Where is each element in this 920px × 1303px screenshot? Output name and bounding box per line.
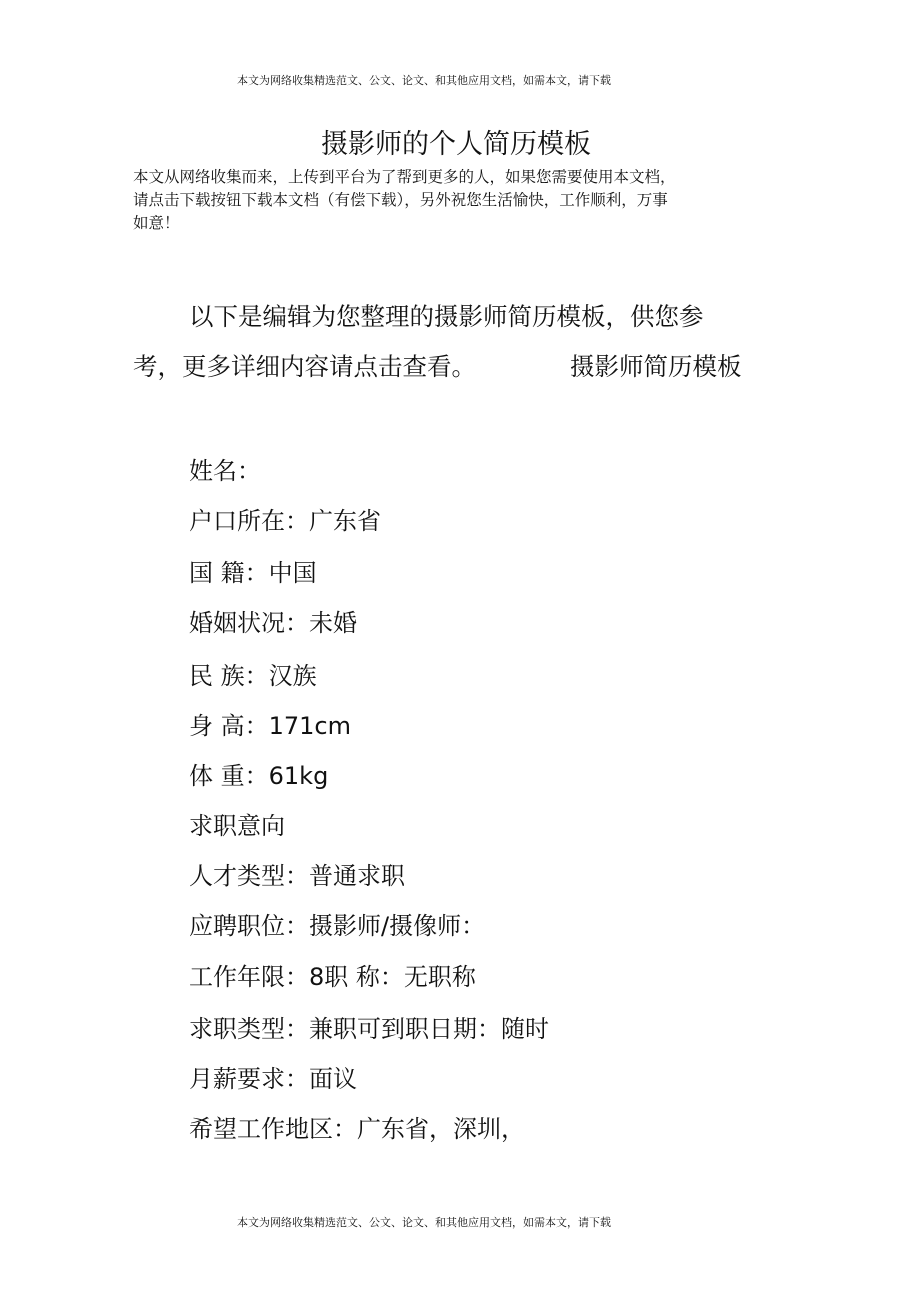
field-height: 身 高：171cm — [189, 712, 352, 740]
field-name: 姓名： — [189, 457, 261, 485]
lead-line-1: 以下是编辑为您整理的摄影师简历模板，供您参 — [189, 302, 704, 331]
footer-banner: 本文为网络收集精选范文、公文、论文、和其他应用文档，如需本文，请下载 — [237, 1216, 611, 1229]
field-salary: 月薪要求：面议 — [189, 1065, 357, 1093]
field-position: 应聘职位：摄影师/摄像师： — [189, 912, 486, 940]
field-marital-status: 婚姻状况：未婚 — [189, 609, 357, 637]
intro-line-2: 请点击下载按钮下载本文档（有偿下载），另外祝您生活愉快，工作顺利，万事 — [133, 191, 668, 209]
field-ethnicity: 民 族：汉族 — [189, 662, 317, 690]
intro-line-3: 如意！ — [133, 214, 180, 232]
template-link[interactable]: 摄影师简历模板 — [570, 352, 742, 381]
field-weight: 体 重：61kg — [189, 762, 329, 790]
document-title: 摄影师的个人简历模板 — [321, 129, 591, 160]
field-hukou: 户口所在：广东省 — [189, 507, 381, 535]
intro-line-1: 本文从网络收集而来，上传到平台为了帮到更多的人，如果您需要使用本文档， — [133, 168, 676, 186]
field-work-years: 工作年限：8职 称：无职称 — [189, 963, 476, 991]
section-job-intention: 求职意向 — [189, 812, 285, 840]
lead-line-2: 考，更多详细内容请点击查看。 — [133, 352, 476, 381]
field-nationality: 国 籍：中国 — [189, 559, 317, 587]
field-job-type: 求职类型：兼职可到职日期：随时 — [189, 1015, 549, 1043]
field-talent-type: 人才类型：普通求职 — [189, 862, 405, 890]
field-work-area: 希望工作地区：广东省，深圳， — [189, 1115, 525, 1143]
header-banner: 本文为网络收集精选范文、公文、论文、和其他应用文档，如需本文，请下载 — [237, 74, 611, 87]
